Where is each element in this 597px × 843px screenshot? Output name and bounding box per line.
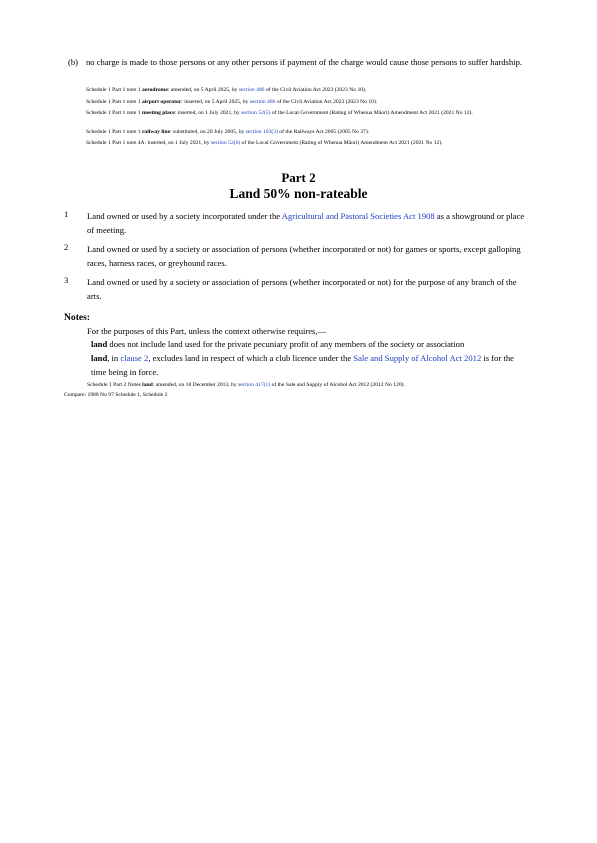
act-link[interactable]: Sale and Supply of Alcohol Act 2012 [353,353,482,363]
clause-number: 3 [64,275,69,285]
paragraph-text: no charge is made to those persons or any other persons if payment of the charge would cause those persons to suffer hardship. [86,57,523,67]
section-link[interactable]: section 486 [238,87,265,93]
notes-heading: Notes: [64,312,91,323]
part-number: Part 2 [281,170,316,185]
paragraph-b [68,56,526,70]
defined-term: land [91,353,108,363]
history-note: Schedule 1 Part 2 Notes land: amended, on 18 December 2013, by section 417(1) of the Sale and Supply of Alcohol Act 2012 (2012 No 120). [87,382,405,388]
definition-land-2: land, in clause 2, excludes land in respect of which a club licence under the Sale and Supply of Alcohol Act 2012 is for the time being in force. [91,353,514,377]
clause-link[interactable]: clause 2 [120,353,149,363]
clause-number: 2 [64,242,69,252]
part-title: Land 50% non-rateable [229,186,368,201]
clause-text: Land owned or used by a society or association of persons (whether incorporated or not) for the purpose of any branch of the arts. [87,277,517,301]
clause-text: Land owned or used by a society or association of persons (whether incorporated or not) for games or sports, except galloping races, harness races, or greyhound races. [87,244,521,268]
history-note: Schedule 1 Part 1 note 4A: inserted, on 1 July 2021, by section 52(6) of the Local Government (Rating of Whenua Māori) Amendment Act 2021 (2021 No 12). [86,140,443,146]
definition-land-1: land does not include land used for the private pecuniary profit of any members of the society or association [91,339,465,349]
clause-text: Land owned or used by a society incorporated under the Agricultural and Pastoral Societies Act 1908 as a showground or place of meeting. [87,211,525,235]
paragraph-label: (b) [68,57,79,67]
section-link[interactable]: section 52(5) [241,110,271,116]
notes-intro: For the purposes of this Part, unless the context otherwise requires,— [87,326,327,336]
history-note: Schedule 1 Part 1 note 1 airport operator: inserted, on 5 April 2025, by section 486 of the Civil Aviation Act 2023 (2023 No 10). [86,99,378,105]
act-link[interactable]: Agricultural and Pastoral Societies Act 1908 [281,211,435,221]
compare-note: Compare: 1988 No 97 Schedule 1, Schedule 2 [64,392,168,398]
section-link[interactable]: section 103(3) [245,129,278,135]
history-note: Schedule 1 Part 1 note 1 railway line: substituted, on 20 July 2005, by section 103(3) of the Railways Act 2005 (2005 No 37). [86,129,370,135]
history-note: Schedule 1 Part 1 note 1 aerodrome: amended, on 5 April 2025, by section 486 of the Civil Aviation Act 2023 (2023 No 10). [86,87,367,93]
clause-number: 1 [64,209,69,219]
history-note: Schedule 1 Part 1 note 1 meeting place: inserted, on 1 July 2021, by section 52(5) of the Local Government (Rating of Whenua Māori) Amendment Act 2021 (2021 No 12). [86,110,473,116]
section-link[interactable]: section 486 [249,99,276,105]
defined-term: land [91,339,108,349]
section-link[interactable]: section 52(6) [210,140,241,146]
section-link[interactable]: section 417(1) [238,382,271,388]
